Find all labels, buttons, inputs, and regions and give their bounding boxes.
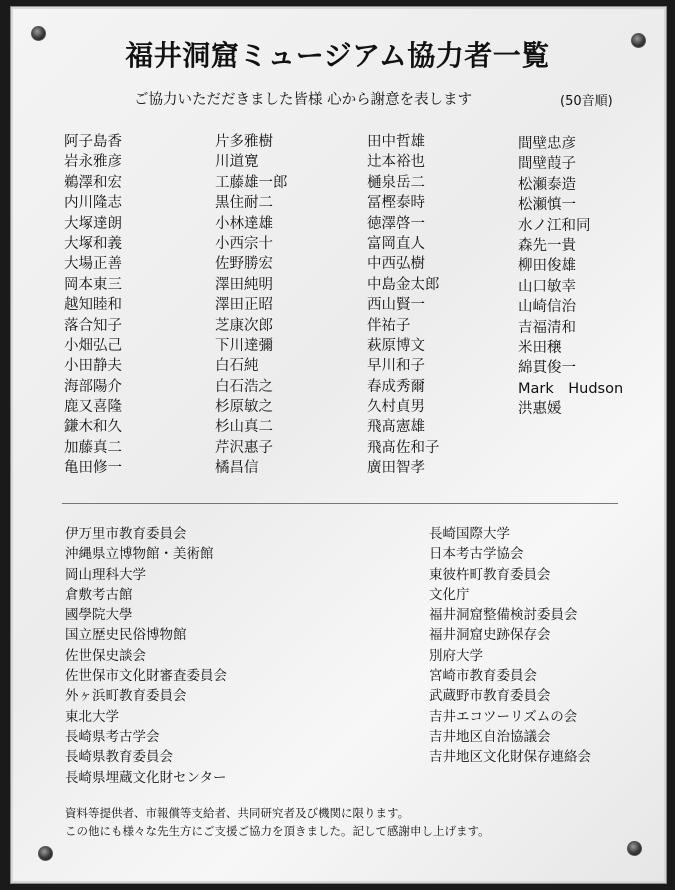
list-item: 越知睦和 [64,297,122,314]
list-item: 岡本東三 [64,276,122,293]
individuals-column-1 [64,132,122,479]
list-item: 別府大学 [429,647,483,664]
list-item: 岩永雅彦 [64,154,122,171]
list-item: 倉敷考古館 [65,586,133,603]
list-item: 山口敏幸 [518,278,576,295]
list-item: 吉福清和 [518,319,576,336]
list-item: 東彼杵町教育委員会 [429,566,551,583]
list-item: 辻本裕也 [367,154,425,171]
list-item: 亀田修一 [64,460,122,477]
subtitle: ご協力いただだきました皆様 心から謝意を表します [134,92,473,108]
list-item: 福井洞窟史跡保存会 [429,627,551,644]
list-item: 川道寛 [215,154,259,171]
list-item: 間壁忠彦 [518,136,576,152]
list-item: 冨樫泰時 [367,195,425,212]
list-item: 片多雅樹 [215,134,273,150]
footnote-1: 資料等提供者、市報償等支給者、共同研究者及び機関に限ります。 [65,806,410,820]
list-item: 田中哲雄 [367,134,425,150]
list-item: 杉山真二 [215,419,273,436]
list-item: Mark Hudson [518,380,624,397]
list-item: 森先一貴 [518,237,576,254]
screw-bottom-left-icon [38,846,53,861]
list-item: 佐野勝宏 [215,256,273,273]
list-item: 伊万里市教育委員会 [65,526,187,542]
list-item: 久村貞男 [367,399,425,416]
list-item: 国立歴史民俗博物館 [65,627,187,644]
list-item: 樋泉岳二 [367,174,425,191]
individuals-column-3 [367,132,440,479]
list-item: 白石浩之 [215,378,273,395]
list-item: 杉原敏之 [215,399,273,416]
list-item: 長崎県教育委員会 [65,749,173,766]
list-item: 富岡直人 [367,235,425,252]
list-item: 日本考古学協会 [429,546,524,563]
list-item: 西山賢一 [367,297,425,314]
page-title: 福井洞窟ミュージアム協力者一覧 [125,39,550,72]
list-item: 橘昌信 [215,460,259,477]
list-item: 文化庁 [429,586,470,603]
list-item: 松瀬泰造 [518,176,576,193]
list-item: 小田静夫 [64,358,122,375]
list-item: 伴祐子 [367,317,411,334]
list-item: 芹沢惠子 [215,439,273,456]
list-item: 大塚和義 [64,235,122,252]
list-item: 澤田正昭 [215,297,273,314]
list-item: 小林達雄 [215,215,273,232]
list-item: 徳澤啓一 [367,215,425,232]
list-item: 福井洞窟整備検討委員会 [429,607,578,624]
divider [62,503,618,504]
list-item: 春成秀爾 [367,378,425,395]
list-item: 岡山理科大学 [65,566,146,583]
list-item: 長崎県考古学会 [65,728,160,745]
list-item: 國學院大學 [65,607,133,624]
list-item: 阿子島香 [64,134,122,150]
list-item: 佐世保市文化財審査委員会 [65,668,227,685]
list-item: 鎌木和久 [64,419,122,436]
list-item: 澤田純明 [215,276,273,293]
list-item: 廣田智孝 [367,460,425,477]
list-item: 海部陽介 [64,378,122,395]
list-item: 東北大学 [65,708,119,725]
list-item: 小畑弘己 [64,337,122,354]
order-note: (50音順) [560,94,613,109]
list-item: 落合知子 [64,317,122,334]
organizations-column-1 [65,524,227,788]
list-item: 吉井地区文化財保存連絡会 [429,749,591,766]
list-item: 長崎国際大学 [429,526,510,542]
list-item: 水ノ江和同 [518,217,591,234]
list-item: 中西弘樹 [367,256,425,273]
list-item: 工藤雄一郎 [215,174,288,191]
list-item: 下川達彌 [215,337,273,354]
list-item: 芝康次郎 [215,317,273,334]
individuals-column-2 [215,132,288,479]
list-item: 長崎県埋蔵文化財センター [65,769,227,786]
list-item: 白石純 [215,358,259,375]
list-item: 綿貫俊一 [518,360,576,377]
list-item: 洪惠媛 [518,401,562,418]
list-item: 大場正善 [64,256,122,273]
list-item: 沖縄県立博物館・美術館 [65,546,214,563]
list-item: 武蔵野市教育委員会 [429,688,551,705]
list-item: 飛髙佐和子 [367,439,440,456]
list-item: 内川隆志 [64,195,122,212]
list-item: 飛髙憲雄 [367,419,425,436]
list-item: 吉井エコツーリズムの会 [429,708,578,725]
organizations-column-2 [429,524,591,768]
list-item: 黒住耐二 [215,195,273,212]
list-item: 山崎信治 [518,299,576,316]
list-item: 中島金太郎 [367,276,440,293]
screw-bottom-right-icon [627,841,642,856]
footnote-2: この他にも様々な先生方にご支援ご協力を頂きました。記して感謝申し上げます。 [65,824,490,838]
list-item: 加藤真二 [64,439,122,456]
list-item: 米田穣 [518,339,562,356]
list-item: 大塚達朗 [64,215,122,232]
individuals-column-4 [518,134,623,419]
list-item: 佐世保史談会 [65,647,146,664]
list-item: 柳田俊雄 [518,258,576,275]
list-item: 外ヶ浜町教育委員会 [65,688,187,705]
list-item: 早川和子 [367,358,425,375]
list-item: 松瀬慎一 [518,197,576,214]
list-item: 間壁葭子 [518,156,576,173]
list-item: 鵜澤和宏 [64,174,122,191]
list-item: 鹿又喜隆 [64,399,122,416]
list-item: 吉井地区自治協議会 [429,728,551,745]
list-item: 萩原博文 [367,337,425,354]
list-item: 小西宗十 [215,235,273,252]
list-item: 宮崎市教育委員会 [429,668,537,685]
